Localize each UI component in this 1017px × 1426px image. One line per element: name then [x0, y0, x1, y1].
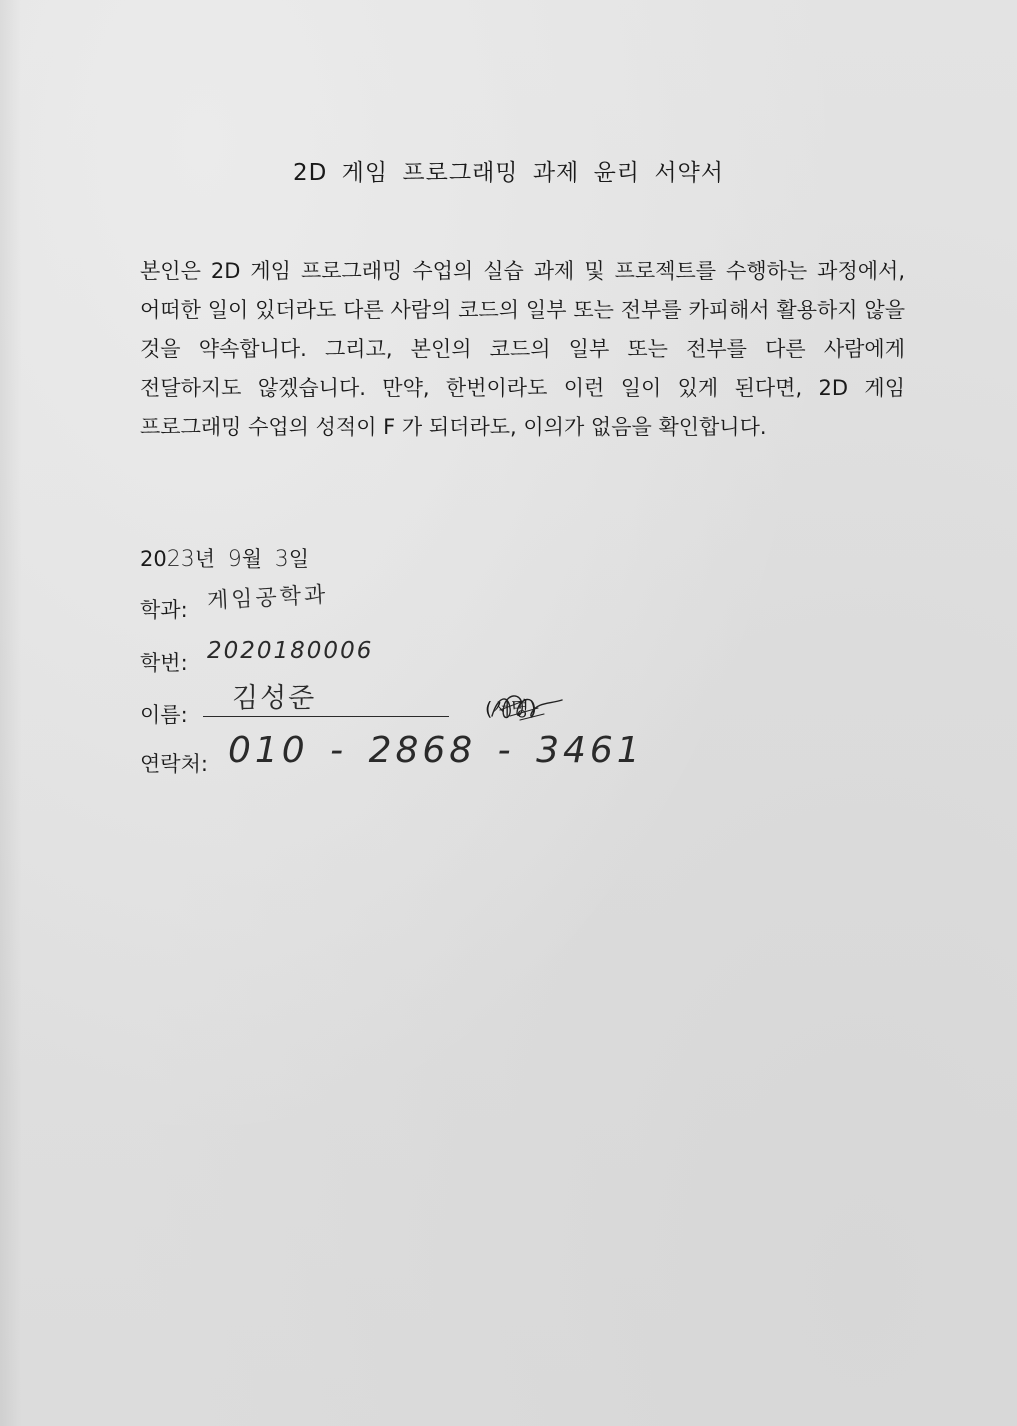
department-value: 게임공학과: [206, 582, 329, 614]
date-year-prefix: 20: [140, 547, 167, 571]
signature-label: (서명): [485, 698, 537, 720]
pledge-body: 본인은 2D 게임 프로그래밍 수업의 실습 과제 및 프로젝트를 수행하는 과정에서, 어떠한 일이 있더라도 다른 사람의 코드의 일부 또는 전부를 카피해서 활용하지 않을 것을 약속합니다. 그리고, 본인의 코드의 일부 또는 전부를 다른 사람에게 전달하지도 않겠습니다. 만약, 한번이라도 이런 일이 있게 된다면, 2D 게임 프로그래밍 수업의 성적이 F 가 되더라도, 이의가 없음을 확인합니다.: [140, 259, 905, 439]
student-id-label: 학번:: [140, 651, 188, 675]
name-underline: [203, 716, 449, 717]
paper-edge-shadow: [0, 0, 22, 1426]
date-line: [140, 543, 309, 573]
name-value: 김성준: [232, 683, 317, 714]
date-month-unit: 월: [241, 547, 263, 571]
date-day: 3: [274, 547, 289, 572]
department-label: 학과:: [140, 598, 188, 622]
name-label: 이름:: [140, 703, 188, 727]
contact-label: 연락처:: [140, 752, 208, 776]
date-day-unit: 일: [288, 547, 309, 571]
contact-value: 010 - 2868 - 3461: [228, 730, 644, 771]
document-title: 2D 게임 프로그래밍 과제 윤리 서약서: [293, 160, 724, 186]
student-id-value: 2020180006: [207, 638, 374, 664]
date-year-unit: 년: [194, 547, 216, 571]
signature-scribble: [480, 686, 570, 730]
date-month: 9: [227, 547, 242, 572]
date-year-handwritten: 23: [166, 547, 195, 572]
